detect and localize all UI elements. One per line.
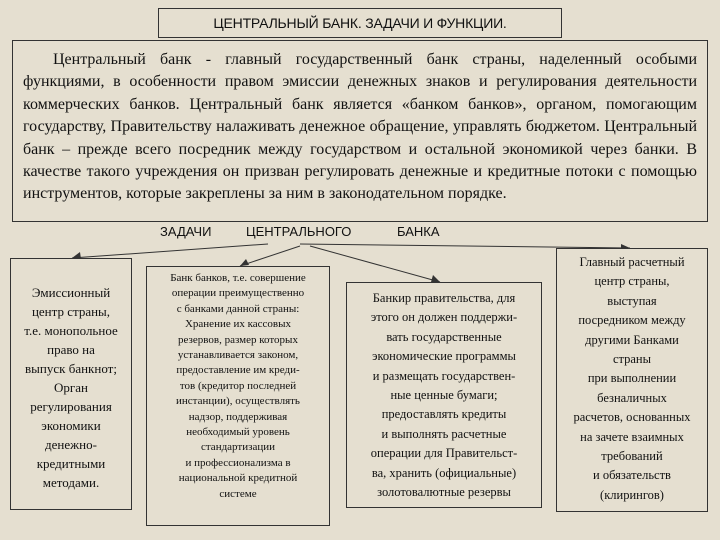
page-title bbox=[158, 8, 562, 38]
box-line: экономические программы bbox=[372, 349, 516, 364]
box-line: регулирования bbox=[30, 399, 112, 414]
task-box-emission-center bbox=[10, 258, 132, 510]
box-line: операции преимущественно bbox=[171, 287, 305, 300]
box-line: т.е. монопольное bbox=[24, 323, 118, 338]
box-line: кредитными bbox=[36, 456, 106, 471]
box-line: расчетов, основанных bbox=[573, 410, 691, 425]
box-line: резервов, размер которых bbox=[178, 333, 298, 346]
box-line: Банк банков, т.е. совершение bbox=[170, 272, 306, 284]
tasks-heading-word-2: ЦЕНТРАЛЬНОГО bbox=[246, 224, 352, 239]
box-line: выпуск банкнот; bbox=[25, 361, 117, 376]
box-line: национальной кредитной bbox=[178, 472, 298, 485]
box-line: при выполнении bbox=[587, 371, 677, 386]
box-line: устанавливается законом, bbox=[177, 349, 299, 362]
box-line: Хранение их кассовых bbox=[184, 318, 292, 331]
box-line: методами. bbox=[42, 475, 100, 490]
box-line: другими Банками bbox=[585, 332, 679, 347]
connector-center-left bbox=[240, 246, 300, 266]
box-line: денежно- bbox=[45, 437, 97, 452]
box-line: (клирингов) bbox=[600, 487, 664, 502]
task-box-government-banker bbox=[346, 282, 542, 508]
intro-definition-box bbox=[12, 40, 708, 222]
box-line: Банкир правительства, для bbox=[372, 291, 516, 305]
box-line: и профессионализма в bbox=[185, 456, 291, 469]
intro-text: Центральный банк - главный государственный банк страны, наделенный особыми функциями, в особенности правом эмиссии денежных знаков и регулирования деятельности коммерческих банков. Центральный банк является «банком банков», органом, помогающим государству, Правительству налаживать денежное обращение, управлять бюджетом. Центральный банк – прежде всего посредник между государством и остальной экономикой через банки. В качестве такого учреждения он призван регулировать денежные и кредитные потоки с помощью инструментов, которые закреплены за ним в законодательном порядке. bbox=[23, 51, 697, 203]
box-line: безналичных bbox=[597, 390, 667, 405]
box-line: стандартизации bbox=[200, 441, 275, 454]
box-line: золотовалютные резервы bbox=[377, 485, 511, 500]
box-line: выступая bbox=[607, 293, 657, 308]
box-line: требований bbox=[601, 449, 663, 464]
box-line: этого он должен поддержи- bbox=[370, 310, 518, 325]
box-line: право на bbox=[47, 342, 95, 357]
tasks-heading-word-3: БАНКА bbox=[397, 224, 440, 239]
box-line: системе bbox=[219, 487, 257, 500]
box-line: Главный расчетный bbox=[579, 255, 685, 269]
box-line: центр страны, bbox=[31, 304, 111, 319]
task-box-settlement-center bbox=[556, 248, 708, 512]
box-line: на зачете взаимных bbox=[580, 429, 684, 444]
box-line: Эмиссионный bbox=[31, 285, 111, 300]
box-line: и выполнять расчетные bbox=[381, 426, 507, 441]
arrowhead-center-left bbox=[240, 259, 249, 266]
tasks-heading bbox=[160, 224, 460, 244]
box-line: тов (кредитор последней bbox=[179, 379, 297, 392]
box-line: необходимый уровень bbox=[186, 426, 290, 439]
box-line: посредником между bbox=[578, 313, 686, 328]
box-line: надзор, поддерживая bbox=[188, 410, 288, 423]
box-line: страны bbox=[612, 352, 652, 367]
page-title-text: ЦЕНТРАЛЬНЫЙ БАНК. ЗАДАЧИ И ФУНКЦИИ. bbox=[213, 15, 507, 31]
tasks-heading-word-1: ЗАДАЧИ bbox=[160, 224, 212, 239]
box-line: центр страны, bbox=[594, 274, 670, 289]
box-line: вать государственные bbox=[386, 329, 502, 344]
box-line: инстанции), осуществлять bbox=[176, 395, 300, 408]
connector-left bbox=[72, 244, 268, 258]
box-line: и обязательств bbox=[593, 468, 671, 483]
box-line: экономики bbox=[41, 418, 101, 433]
arrowhead-center-right bbox=[431, 275, 440, 282]
box-line: с банками данной страны: bbox=[176, 302, 300, 315]
task-box-bank-of-banks bbox=[146, 266, 330, 526]
box-line: и размещать государствен- bbox=[372, 368, 516, 383]
box-line: ные ценные бумаги; bbox=[390, 388, 498, 403]
box-line: операции для Правительст- bbox=[370, 446, 518, 461]
box-line: Орган bbox=[54, 380, 88, 395]
box-line: предоставление им креди- bbox=[176, 364, 300, 377]
box-line: ва, хранить (официальные) bbox=[371, 465, 517, 480]
box-line: предоставлять кредиты bbox=[381, 407, 507, 422]
